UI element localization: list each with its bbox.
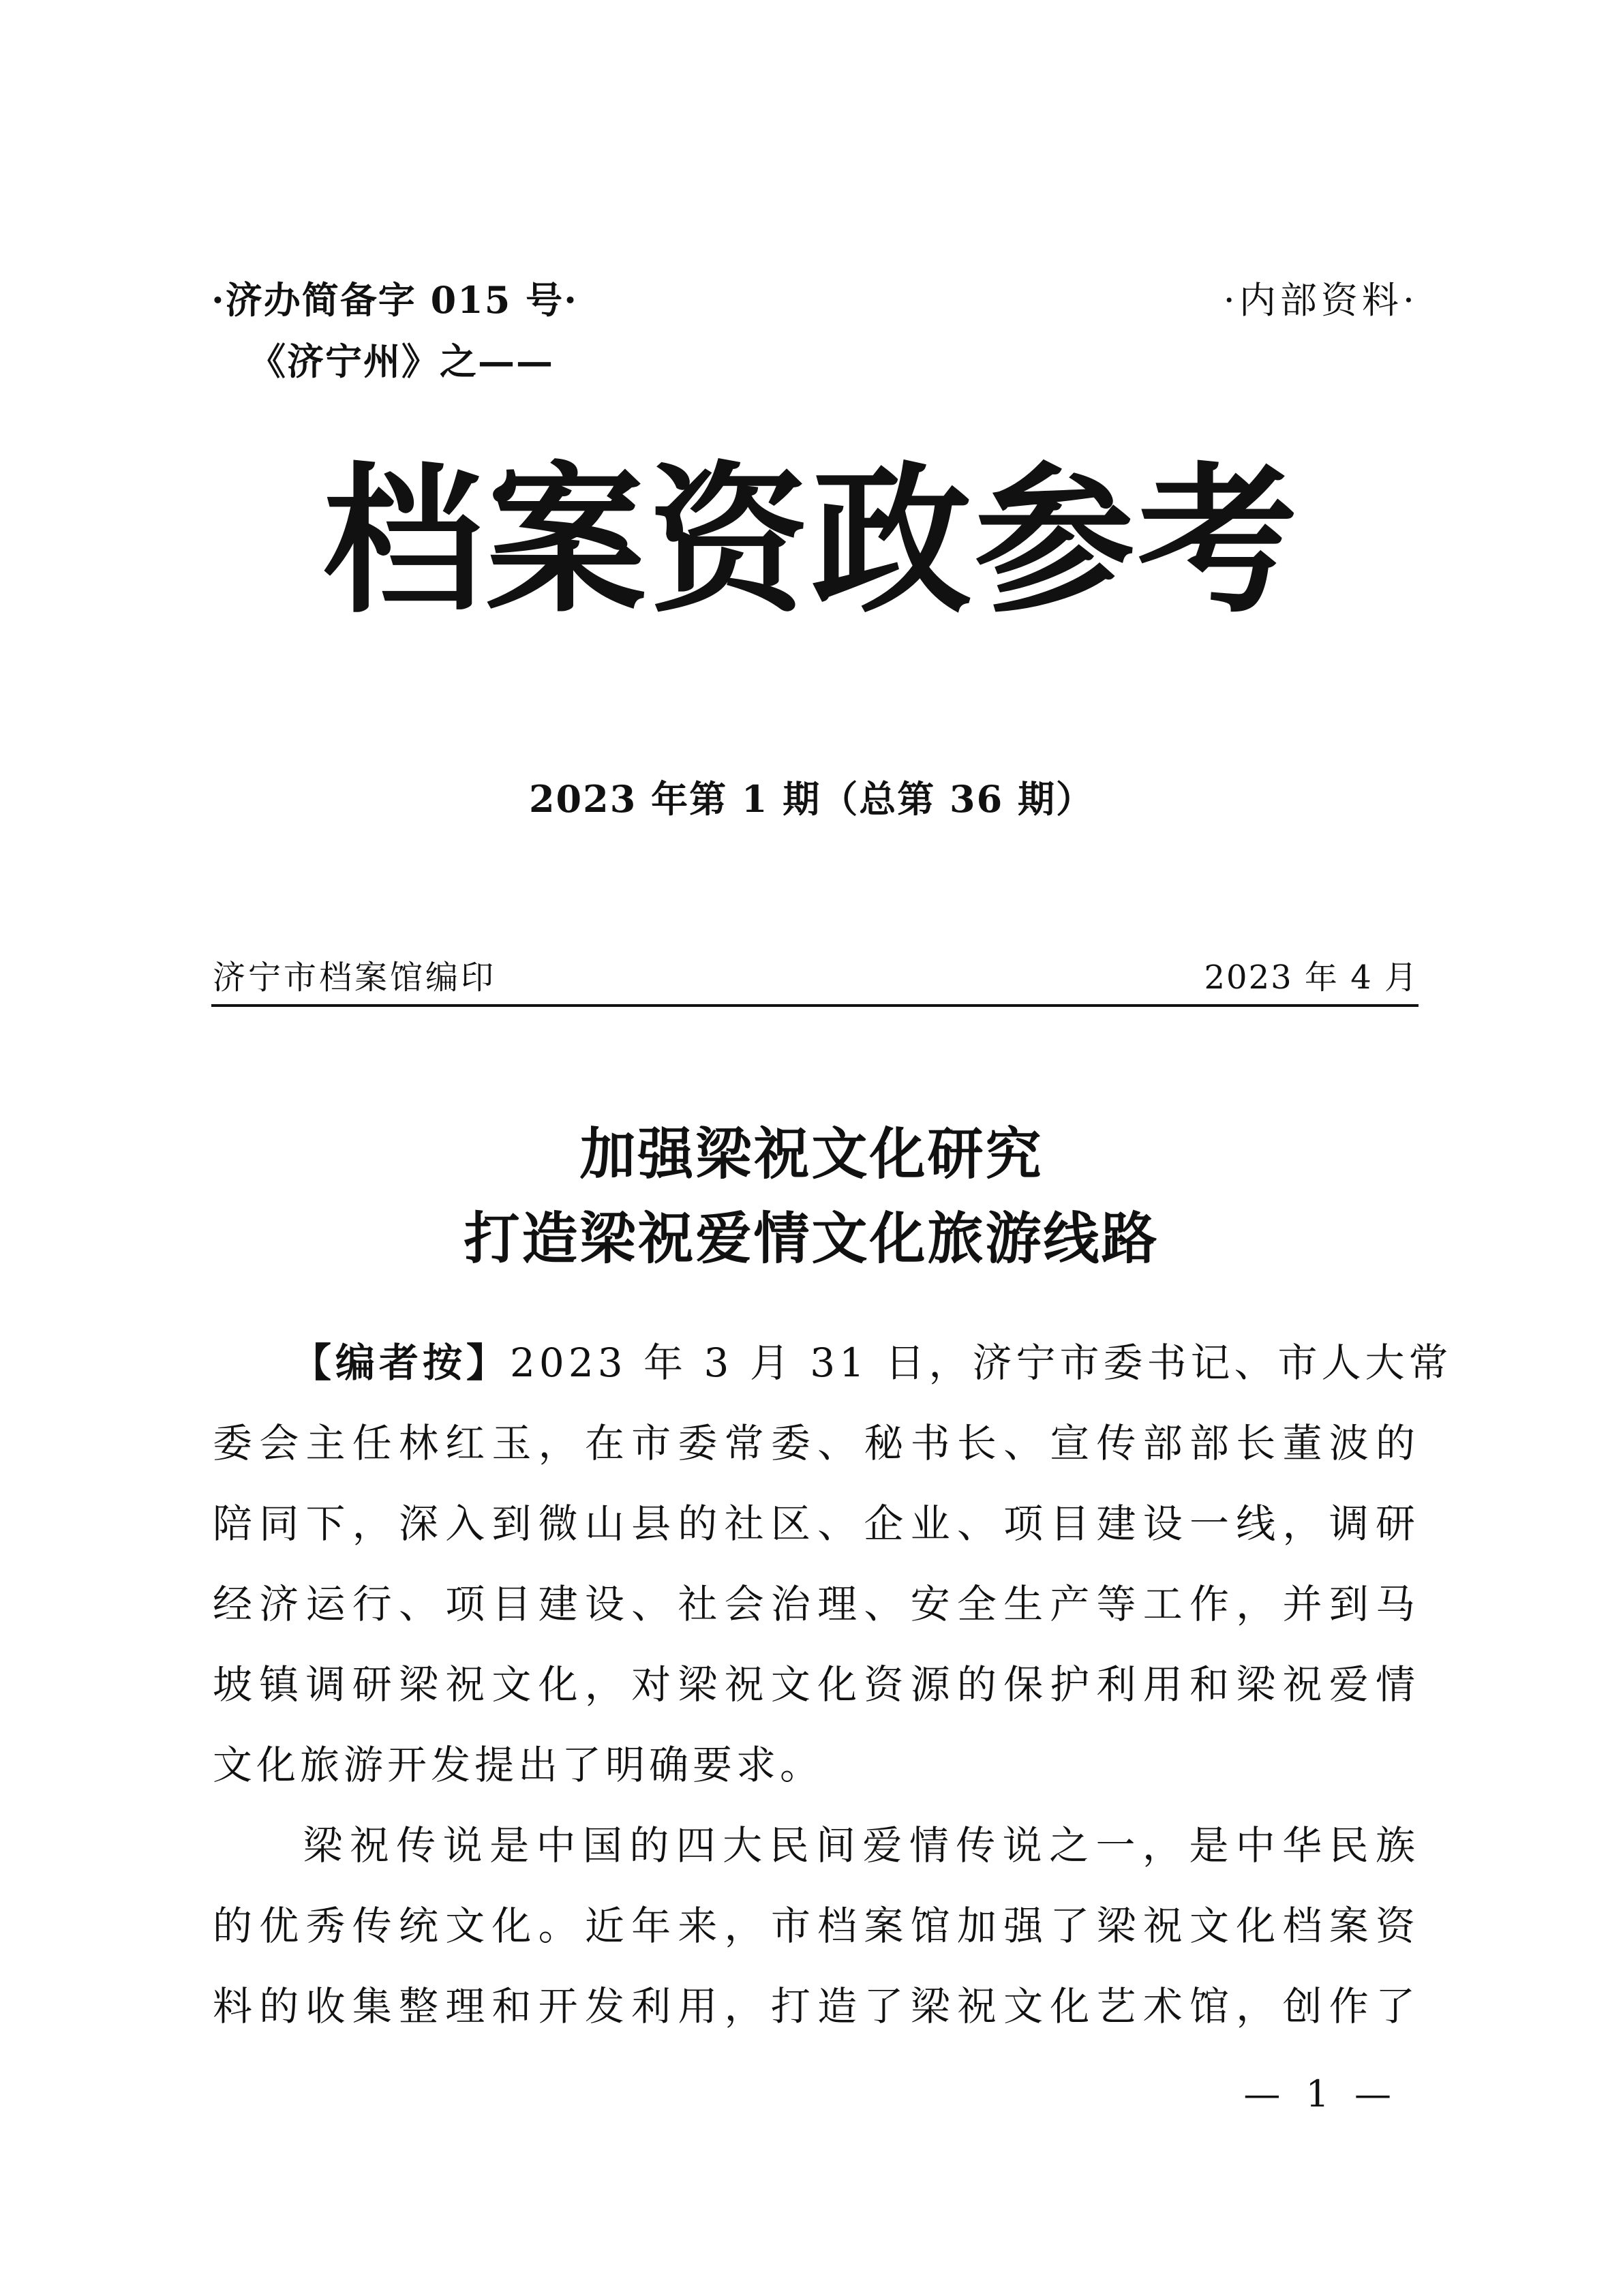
series-name: 《济宁州》之—— bbox=[249, 339, 554, 383]
masthead-title: 档案资政参考 bbox=[322, 449, 1301, 635]
editor-note-label: 【编者按】 bbox=[292, 1340, 511, 1386]
article-title-line-1: 加强梁祝文化研究 bbox=[579, 1121, 1044, 1187]
paragraph-line: 陪同下，深入到微山县的社区、企业、项目建设一线，调研 bbox=[213, 1500, 1419, 1547]
paragraph-line: 【编者按】2023 年 3 月 31 日，济宁市委书记、市人大常 bbox=[292, 1340, 1453, 1386]
page-number: — 1 — bbox=[1243, 2072, 1398, 2115]
classification-label: ·内部资料· bbox=[1223, 279, 1419, 322]
issue-number: 2023 年第 1 期（总第 36 期） bbox=[528, 777, 1094, 821]
paragraph-line: 坡镇调研梁祝文化，对梁祝文化资源的保护利用和梁祝爱情 bbox=[213, 1661, 1419, 1708]
header-divider bbox=[211, 1004, 1419, 1007]
publisher: 济宁市档案馆编印 bbox=[213, 958, 497, 997]
document-number: ·济办简备字 015 号· bbox=[211, 278, 578, 322]
paragraph-line: 梁祝传说是中国的四大民间爱情传说之一，是中华民族 bbox=[300, 1822, 1419, 1869]
paragraph-line: 料的收集整理和开发利用，打造了梁祝文化艺术馆，创作了 bbox=[213, 1983, 1419, 2029]
paragraph-line: 经济运行、项目建设、社会治理、安全生产等工作，并到马 bbox=[213, 1581, 1419, 1627]
paragraph-line: 文化旅游开发提出了明确要求。 bbox=[213, 1742, 824, 1788]
article-title-line-2: 打造梁祝爱情文化旅游线路 bbox=[464, 1206, 1159, 1271]
publication-date: 2023 年 4 月 bbox=[1204, 958, 1419, 997]
editor-note-paragraph bbox=[213, 1323, 1453, 1805]
paragraph-line: 的优秀传统文化。近年来，市档案馆加强了梁祝文化档案资 bbox=[213, 1903, 1419, 1949]
paragraph-line: 委会主任林红玉，在市委常委、秘书长、宣传部部长董波的 bbox=[213, 1420, 1419, 1466]
body-paragraph bbox=[213, 1805, 1419, 2046]
